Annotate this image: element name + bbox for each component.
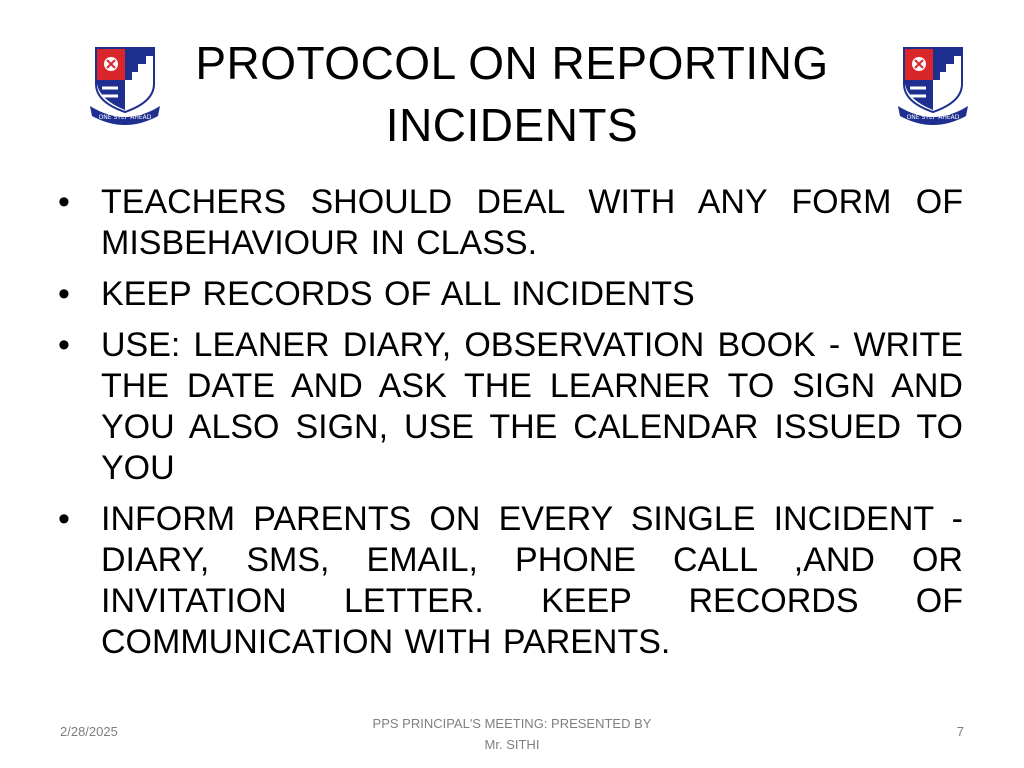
right-crest-motto: ONE STEP AHEAD <box>906 114 960 121</box>
slide-title <box>150 32 874 156</box>
slide-number: 7 <box>956 724 964 739</box>
bullet-item <box>58 182 963 264</box>
bullet-text: KEEP RECORDS OF ALL INCIDENTS <box>101 275 695 313</box>
footer-date: 2/28/2025 <box>60 724 118 739</box>
bullet-dot-icon: • <box>58 326 70 364</box>
footer-presenter-line-2: Mr. SITHI <box>484 737 540 752</box>
bullet-item <box>58 325 963 489</box>
title-line-1: PROTOCOL ON REPORTING <box>195 37 829 89</box>
crest-graphic <box>896 44 970 126</box>
bullet-dot-icon: • <box>58 500 70 538</box>
footer-presenter-line-1: PPS PRINCIPAL'S MEETING: PRESENTED BY <box>372 716 652 731</box>
school-crest-icon <box>896 44 970 126</box>
bullet-dot-icon: • <box>58 183 70 221</box>
bullet-item <box>58 274 963 315</box>
bullet-dot-icon: • <box>58 275 70 313</box>
bullet-item <box>58 499 963 663</box>
left-crest-motto: ONE STEP AHEAD <box>98 114 152 121</box>
bullet-text: TEACHERS SHOULD DEAL WITH ANY FORM OF MISBEHAVIOUR IN CLASS. <box>101 183 963 262</box>
bullet-list <box>58 182 963 673</box>
footer-presenter <box>350 713 674 755</box>
bullet-text: INFORM PARENTS ON EVERY SINGLE INCIDENT - DIARY, SMS, EMAIL, PHONE CALL ,AND OR INVITATION LETTER. KEEP RECORDS OF COMMUNICATION WITH PARENTS. <box>101 500 963 661</box>
title-line-2: INCIDENTS <box>385 99 639 151</box>
bullet-text: USE: LEANER DIARY, OBSERVATION BOOK - WRITE THE DATE AND ASK THE LEARNER TO SIGN AND YOU ALSO SIGN, USE THE CALENDAR ISSUED TO YOU <box>101 326 963 487</box>
